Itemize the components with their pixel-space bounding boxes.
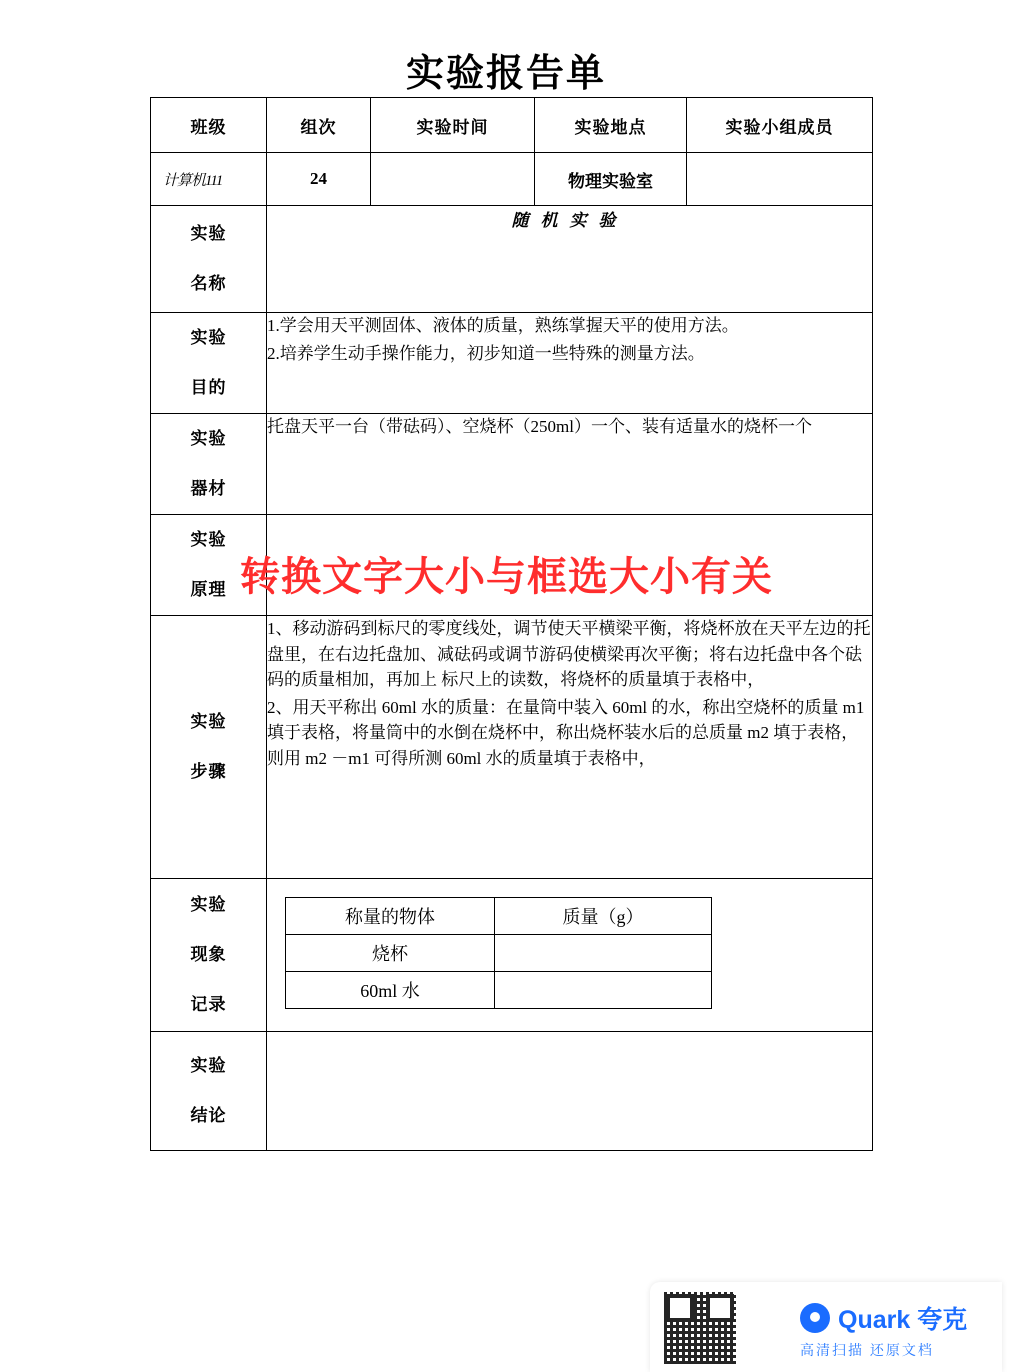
qr-code-icon bbox=[664, 1292, 736, 1364]
steps-line-2: 2、用天平称出 60ml 水的质量：在量筒中装入 60ml 的水，称出空烧杯的质量 m1 填于表格，将量筒中的水倒在烧杯中，称出烧杯装水后的总质量 m2 填于表格，则用 m2 －m1 可得所测 60ml 水的质量填于表格中， bbox=[267, 697, 865, 768]
table-row bbox=[286, 935, 712, 972]
content-experiment-steps bbox=[267, 616, 873, 879]
label-line: 实验 bbox=[190, 712, 227, 731]
table-row-experiment-name bbox=[151, 206, 873, 313]
observation-cell-mass-1 bbox=[495, 935, 712, 972]
table-row-experiment-equipment bbox=[151, 414, 873, 515]
quark-brand-label: Quark 夸克 bbox=[838, 1306, 968, 1334]
content-experiment-conclusion bbox=[267, 1032, 873, 1151]
header-place: 实验地点 bbox=[535, 98, 687, 153]
label-line: 实验 bbox=[190, 1056, 227, 1075]
value-time bbox=[371, 153, 535, 206]
report-table bbox=[150, 97, 873, 1151]
table-row bbox=[286, 898, 712, 935]
header-group: 组次 bbox=[267, 98, 371, 153]
equipment-line-1: 托盘天平一台（带砝码）、空烧杯（250ml）一个、装有适量水的烧杯一个 bbox=[267, 417, 812, 436]
value-group: 24 bbox=[267, 153, 371, 206]
header-time: 实验时间 bbox=[371, 98, 535, 153]
value-place: 物理实验室 bbox=[535, 153, 687, 206]
label-experiment-equipment bbox=[151, 414, 267, 515]
quark-tagline: 高清扫描 还原文档 bbox=[800, 1342, 934, 1358]
table-row-experiment-principle bbox=[151, 515, 873, 616]
page-title: 实验报告单 bbox=[405, 53, 606, 95]
steps-line-1: 1、移动游码到标尺的零度线处，调节使天平横梁平衡，将烧杯放在天平左边的托盘里，在右边托盘加、减砝码或调节游码使横梁再次平衡；将右边托盘中各个砝码的质量相加，再加上 标尺上的读数，将烧杯的质量填于表格中， bbox=[267, 619, 871, 689]
label-line: 结论 bbox=[190, 1106, 227, 1125]
header-members: 实验小组成员 bbox=[687, 98, 873, 153]
observation-header-object: 称量的物体 bbox=[286, 898, 495, 935]
table-row-info-headers bbox=[151, 98, 873, 153]
observation-cell-object-1: 烧杯 bbox=[286, 935, 495, 972]
label-line: 原理 bbox=[190, 580, 227, 599]
value-class: 计算机111 bbox=[151, 153, 267, 206]
overlay-annotation-text: 转换文字大小与框选大小有关 bbox=[240, 555, 773, 599]
observation-cell-object-2: 60ml 水 bbox=[286, 972, 495, 1009]
content-experiment-name: 随机实验 bbox=[267, 206, 873, 313]
label-experiment-principle bbox=[151, 515, 267, 616]
label-line: 实验 bbox=[190, 895, 227, 914]
quark-logo bbox=[800, 1300, 967, 1336]
label-line: 记录 bbox=[190, 995, 227, 1014]
table-row-experiment-observation bbox=[151, 879, 873, 1032]
table-row-experiment-purpose bbox=[151, 313, 873, 414]
content-experiment-equipment bbox=[267, 414, 873, 515]
content-experiment-principle bbox=[267, 515, 873, 616]
purpose-line-1: 1.学会用天平测固体、液体的质量，熟练掌握天平的使用方法。 bbox=[267, 316, 739, 335]
purpose-line-2: 2.培养学生动手操作能力，初步知道一些特殊的测量方法。 bbox=[267, 343, 705, 363]
table-row-info-values bbox=[151, 153, 873, 206]
label-line: 器材 bbox=[190, 479, 227, 498]
label-experiment-conclusion bbox=[151, 1032, 267, 1151]
value-members bbox=[687, 153, 873, 206]
table-row-experiment-steps bbox=[151, 616, 873, 879]
label-line: 目的 bbox=[190, 378, 227, 397]
content-experiment-purpose bbox=[267, 313, 873, 414]
label-line: 名称 bbox=[190, 274, 227, 293]
label-line: 实验 bbox=[190, 530, 227, 549]
label-line: 实验 bbox=[190, 224, 227, 243]
table-row-experiment-conclusion bbox=[151, 1032, 873, 1151]
label-experiment-observation bbox=[151, 879, 267, 1032]
observation-table bbox=[285, 897, 712, 1009]
header-class: 班级 bbox=[151, 98, 267, 153]
label-line: 实验 bbox=[190, 328, 227, 347]
content-experiment-observation bbox=[267, 879, 873, 1032]
observation-header-mass: 质量（g） bbox=[495, 898, 712, 935]
label-line: 步骤 bbox=[190, 762, 227, 781]
label-experiment-steps bbox=[151, 616, 267, 879]
table-row bbox=[286, 972, 712, 1009]
observation-cell-mass-2 bbox=[495, 972, 712, 1009]
quark-watermark-card bbox=[650, 1282, 1002, 1372]
label-experiment-purpose bbox=[151, 313, 267, 414]
label-experiment-name bbox=[151, 206, 267, 313]
label-line: 现象 bbox=[190, 945, 227, 964]
quark-mark-icon bbox=[800, 1303, 830, 1333]
label-line: 实验 bbox=[190, 429, 227, 448]
